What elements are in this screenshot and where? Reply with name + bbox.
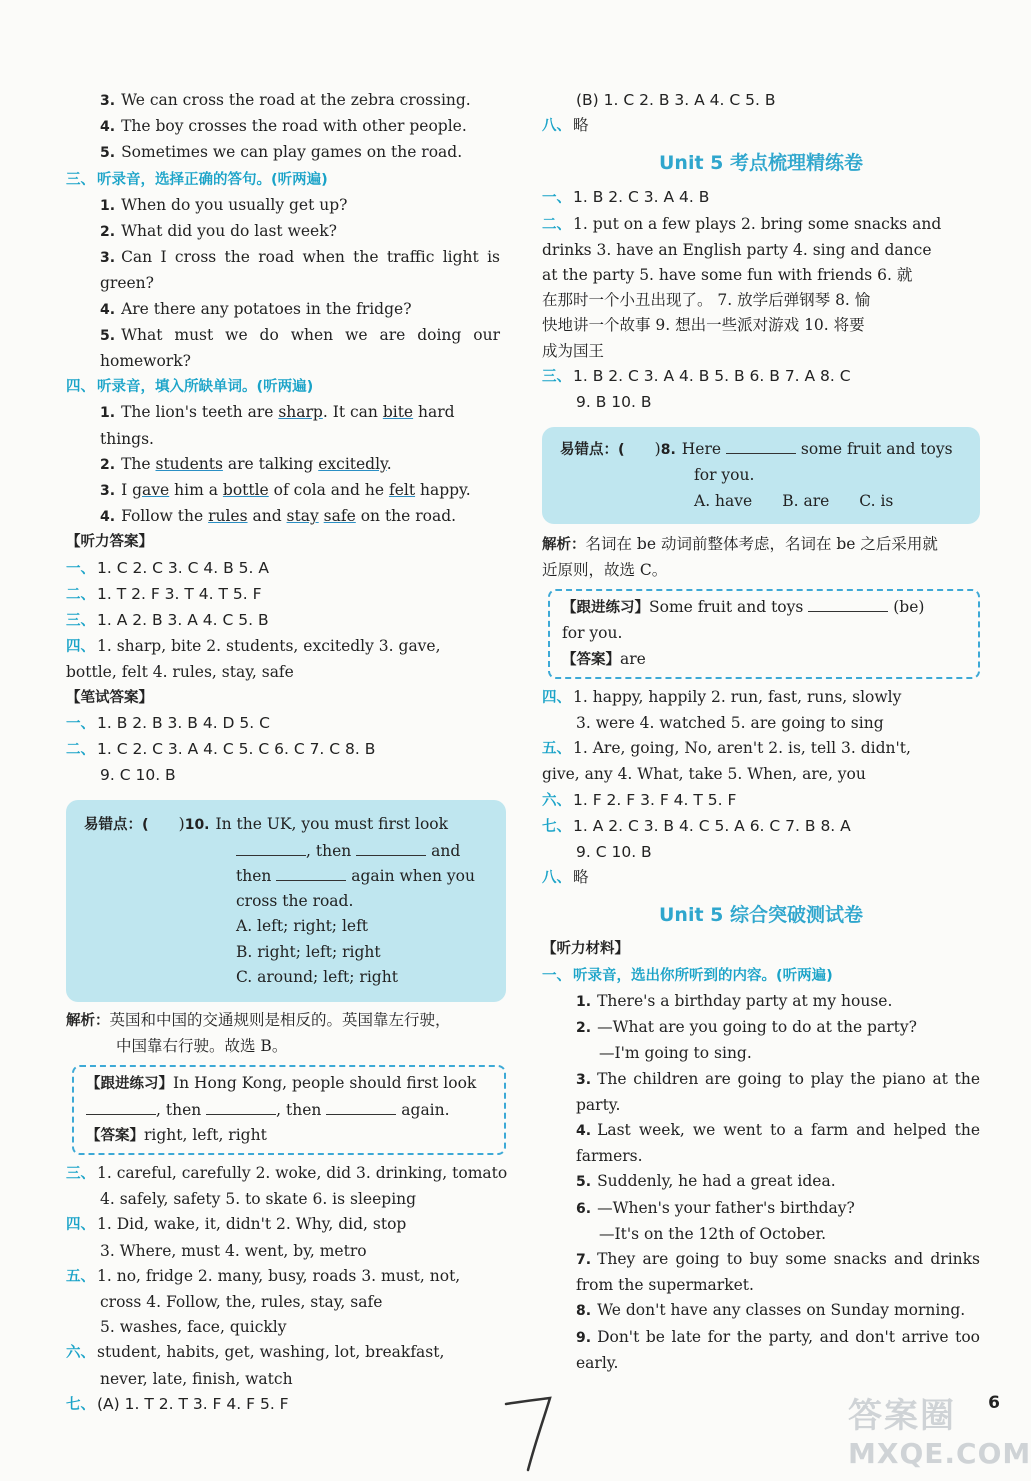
list-item: 5. Sometimes we can play games on the road. — [100, 143, 463, 162]
blank — [726, 439, 796, 454]
answer-line: 一、 1. B 2. B 3. B 4. D 5. C — [66, 713, 270, 732]
answer-line: 成为国王 — [542, 341, 605, 360]
error-prone-box: 易错点：( )10. In the UK, you must first look , then and then again when you cross the road. A. left; right; left B. right; left; right C. around; left; right — [66, 800, 506, 1001]
answer-line: 4. safely, safety 5. to skate 6. is sleeping — [100, 1190, 417, 1209]
answer-line: 五、 1. no, fridge 2. many, busy, roads 3. must, not, — [66, 1266, 461, 1285]
error-prone-question: 易错点：( )10. In the UK, you must first look — [84, 815, 449, 834]
answer-line: cross 4. Follow, the, rules, stay, safe — [100, 1292, 383, 1311]
answer-line: drinks 3. have an English party 4. sing and dance — [542, 240, 932, 259]
answer-line: 八、 略 — [542, 868, 589, 887]
list-item: —I'm going to sing. — [599, 1044, 752, 1063]
answer-line: bottle, felt 4. rules, stay, safe — [66, 663, 294, 682]
answer-line: 一、 1. B 2. C 3. A 4. B — [542, 188, 710, 207]
answer-line: 四、 1. happy, happily 2. run, fast, runs, slowly — [542, 687, 902, 706]
list-item: 1. There's a birthday party at my house. — [576, 991, 893, 1010]
answer-line: 六、 1. F 2. F 3. F 4. T 5. F — [542, 790, 737, 809]
answer-line: 5. washes, face, quickly — [100, 1318, 287, 1337]
option: B. are — [782, 491, 830, 510]
answer-line: 八、 略 — [542, 116, 589, 135]
list-item: 2. The students are talking excitedly. — [100, 454, 392, 473]
answer-header: 【笔试答案】 — [66, 689, 153, 706]
blank — [356, 841, 426, 856]
list-item: 3. The children are going to play the piano at the party. — [576, 1069, 980, 1114]
option: C. around; left; right — [236, 967, 398, 986]
blank — [206, 1100, 276, 1115]
answer-line: 六、 student, habits, get, washing, lot, breakfast, — [66, 1343, 445, 1362]
list-item: 4. The boy crosses the road with other people. — [100, 117, 467, 136]
analysis: 解析：英国和中国的交通规则是相反的。英国靠左行驶， — [66, 1010, 451, 1029]
list-item: —It's on the 12th of October. — [599, 1224, 827, 1243]
list-item: 1. The lion's teeth are sharp. It can bite hard things. — [100, 403, 455, 448]
list-item: 4. Follow the rules and stay safe on the road. — [100, 507, 457, 526]
blank — [236, 841, 306, 856]
list-item: 3. We can cross the road at the zebra crossing. — [100, 91, 471, 109]
section-title: Unit 5 考点梳理精练卷 — [659, 152, 863, 175]
right-column: (B) 1. C 2. B 3. A 4. C 5. B 八、 略 Unit 5 考点梳理精练卷 一、 1. B 2. C 3. A 4. B 二、 1. put on a few plays 2. bring some snacks and drinks 3. have an English party 4. sing and dance at the party 5. have some fun with friends 6. 就 在那时一个小丑出现了。 7. 放学后弹钢琴 8. 愉 快地讲一个故事 9. 想出一些派对游戏 10. 将要 成为国王 三、 1. B 2. C 3. A 4. B 5. B 6. B 7. A 8. C 9. B 10. B 易错点：( )8. Here some fruit and toys for you. A. have B. are C. is 解析：名词在 be 动词前整体考虑，名词在 be 之后采用就 近原则，故选 C。 【跟进练习】Some fruit and toys (be) for you. 【答案】are 四、 1. happy, happily 2. run, fast, runs, slowly 3. were 4. watched 5. are going to sing 五、 1. Are, going, No, aren't 2. is, tell 3. didn't, give, any 4. What, take 5. When, are, you 六、 1. F 2. F 3. F 4. T 5. F 七、 1. A 2. C 3. B 4. C 5. A 6. C 7. B 8. A 9. C 10. B 八、 略 Unit 5 综合突破测试卷 【听力材料】 一、 听录音，选出你所听到的内容。(听两遍) 1. There's a birthday party at my house. 2. —What are you going to do at the party? —I'm going to sing. 3. The children are going to play the piano at the party. 4. Last week, we went to a farm and helped the farmers. 5. Suddenly, he had a great idea. 6. —When's your father's birthday? —It's on the 12th of October. 7. They are going to buy some snacks and drinks from the supermarket. 8. We don't have any classes on Sunday morning. 9. Don't be late for the party, and don't arrive too early. — [542, 88, 980, 1376]
list-item: 4. Are there any potatoes in the fridge? — [100, 299, 412, 318]
answer-line: 快地讲一个故事 9. 想出一些派对游戏 10. 将要 — [542, 316, 865, 335]
list-item: 4. Last week, we went to a farm and helped the farmers. — [576, 1120, 980, 1166]
answer-line: 五、 1. Are, going, No, aren't 2. is, tell 3. didn't, — [542, 739, 911, 758]
answer-line: 四、 1. sharp, bite 2. students, excitedly 3. gave, — [66, 637, 441, 656]
option: A. have — [694, 491, 753, 510]
option: B. right; left; right — [236, 942, 381, 961]
list-item: 2. —What are you going to do at the party? — [576, 1018, 917, 1037]
section-title: Unit 5 综合突破测试卷 — [659, 904, 863, 927]
left-column: 3. We can cross the road at the zebra crossing. 4. The boy crosses the road with other people. 5. Sometimes we can play games on the road. 三、 听录音，选择正确的答句。(听两遍) 1. When do you usually get up? 2. What did you do last week? 3. Can I cross the road when the traffic light is green? 4. Are there any potatoes in the fridge? 5. What must we do when we are doing our homework? 四、 听录音，填入所缺单词。(听两遍) 1. The lion's teeth are sharp. It can bite hard things. 2. The students are talking excitedly. 3. I gave him a bottle of cola and he felt happy. 4. Follow the rules and stay safe on the road. 【听力答案】 一、 1. C 2. C 3. C 4. B 5. A 二、 1. T 2. F 3. T 4. T 5. F 三、 1. A 2. B 3. A 4. C 5. B 四、 1. sharp, bite 2. students, excitedly 3. gave, bottle, felt 4. rules, stay, safe 【笔试答案】 一、 1. B 2. B 3. B 4. D 5. C 二、 1. C 2. C 3. A 4. C 5. C 6. C 7. C 8. B 9. C 10. B 易错点：( )10. In the UK, you must first look , then and then again when you cross the road. A. left; right; left B. right; left; right C. around; left; right 解析：英国和中国的交通规则是相反的。英国靠左行驶， 中国靠右行驶。故选 B。 【跟进练习】In Hong Kong, people should first look , then , then again. 【答案】right, left, right 三、 1. careful, carefully 2. woke, did 3. drinking, tomato 4. safely, safety 5. to skate 6. is sleeping 四、 1. Did, wake, it, didn't 2. Why, did, stop 3. Where, must 4. went, by, metro 五、 1. no, fridge 2. many, busy, roads 3. must, not, cross 4. Follow, the, rules, stay, safe 5. washes, face, quickly 六、 student, habits, get, washing, lot, breakfast, never, late, finish, watch 七、 (A) 1. T 2. T 3. F 4. F 5. F — [66, 88, 506, 1418]
answer-line: 9. C 10. B — [100, 766, 176, 785]
section-heading: 四、 听录音，填入所缺单词。(听两遍) — [66, 379, 314, 396]
error-prone-box: 易错点：( )8. Here some fruit and toys for you. A. have B. are C. is — [542, 427, 980, 524]
blank — [808, 597, 888, 612]
follow-up-practice: 【跟进练习】In Hong Kong, people should first look , then , then again. 【答案】right, left, right — [72, 1065, 506, 1155]
blank — [86, 1100, 156, 1115]
answer-header: 【听力材料】 — [542, 941, 629, 958]
list-item: 5. What must we do when we are doing our homework? — [100, 325, 500, 371]
list-item: 6. —When's your father's birthday? — [576, 1198, 855, 1217]
follow-up-practice: 【跟进练习】Some fruit and toys (be) for you. 【答案】are — [548, 589, 980, 679]
answer-line: 三、 1. careful, carefully 2. woke, did 3. drinking, tomato — [66, 1163, 508, 1182]
answer-line: 七、 (A) 1. T 2. T 3. F 4. F 5. F — [66, 1394, 289, 1413]
answer-line: 七、 1. A 2. C 3. B 4. C 5. A 6. C 7. B 8. A — [542, 816, 851, 835]
answer-line: 9. C 10. B — [576, 843, 652, 862]
answer-line: 3. were 4. watched 5. are going to sing — [576, 714, 884, 733]
list-item: 9. Don't be late for the party, and don't arrive too early. — [576, 1327, 980, 1372]
answer-line: at the party 5. have some fun with friends 6. 就 — [542, 266, 913, 285]
answer-line: (B) 1. C 2. B 3. A 4. C 5. B — [576, 91, 776, 109]
analysis: 解析：名词在 be 动词前整体考虑，名词在 be 之后采用就 — [542, 534, 938, 553]
answer-line: 二、 1. put on a few plays 2. bring some snacks and — [542, 214, 942, 233]
answer-line: 一、 1. C 2. C 3. C 4. B 5. A — [66, 558, 269, 577]
handwritten-seven-icon — [500, 1392, 560, 1474]
watermark-logo: 答案圈 MXQE.COM — [848, 1396, 1031, 1470]
blank — [276, 866, 346, 881]
answer-line: give, any 4. What, take 5. When, are, you — [542, 765, 866, 784]
list-item: 7. They are going to buy some snacks and drinks from the supermarket. — [576, 1249, 980, 1295]
list-item: 5. Suddenly, he had a great idea. — [576, 1172, 836, 1191]
answer-line: 三、 1. A 2. B 3. A 4. C 5. B — [66, 611, 269, 630]
page-number: 6 — [988, 1393, 1000, 1413]
answer-line: 在那时一个小丑出现了。 7. 放学后弹钢琴 8. 愉 — [542, 291, 871, 310]
handwritten-mark — [500, 1392, 560, 1478]
answer-header: 【听力答案】 — [66, 534, 153, 551]
option: C. is — [859, 491, 894, 510]
list-item: 3. I gave him a bottle of cola and he felt happy. — [100, 481, 471, 500]
answer-line: 二、 1. T 2. F 3. T 4. T 5. F — [66, 584, 262, 603]
answer-line: 二、 1. C 2. C 3. A 4. C 5. C 6. C 7. C 8. B — [66, 740, 376, 759]
answer-line: never, late, finish, watch — [100, 1369, 293, 1388]
answer-line: 四、 1. Did, wake, it, didn't 2. Why, did, stop — [66, 1215, 407, 1234]
section-heading: 三、 听录音，选择正确的答句。(听两遍) — [66, 171, 328, 188]
list-item: 2. What did you do last week? — [100, 222, 337, 241]
answer-line: 三、 1. B 2. C 3. A 4. B 5. B 6. B 7. A 8. C — [542, 366, 851, 385]
answer-line: 9. B 10. B — [576, 393, 652, 412]
list-item: 1. When do you usually get up? — [100, 195, 348, 214]
blank — [326, 1100, 396, 1115]
list-item: 8. We don't have any classes on Sunday morning. — [576, 1301, 966, 1320]
section-heading: 一、 听录音，选出你所听到的内容。(听两遍) — [542, 967, 833, 984]
list-item: 3. Can I cross the road when the traffic light is green? — [100, 248, 500, 293]
option: A. left; right; left — [236, 917, 369, 936]
answer-line: 3. Where, must 4. went, by, metro — [100, 1241, 367, 1260]
